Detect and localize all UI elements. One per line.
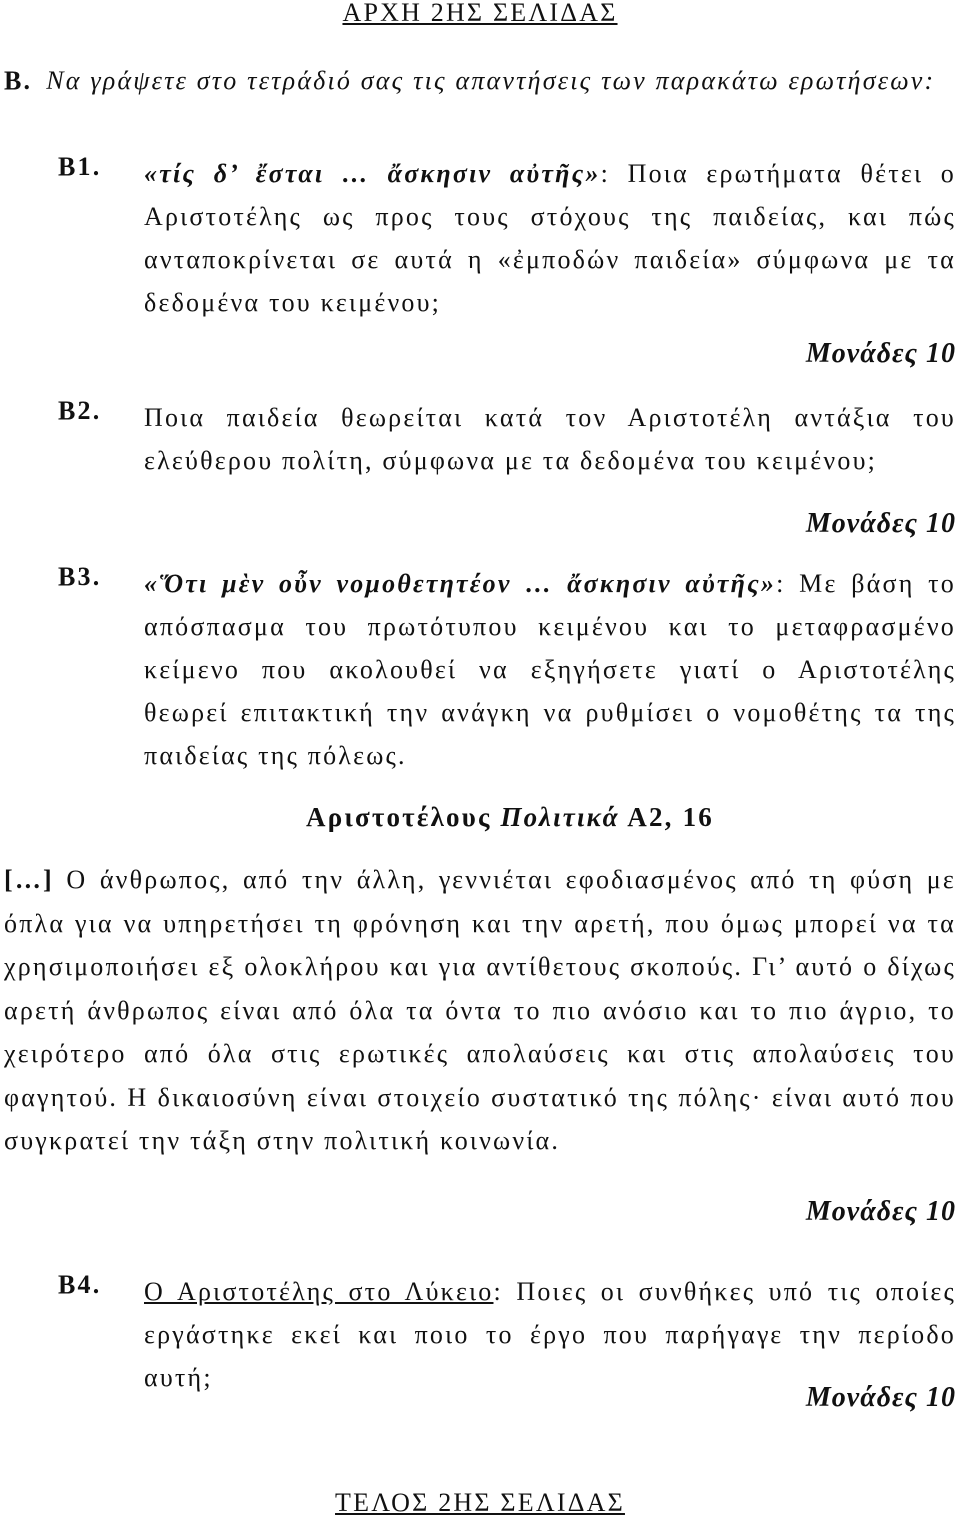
question-text bbox=[144, 152, 956, 324]
units-b2: Μονάδες 10 bbox=[805, 508, 956, 539]
translated-passage bbox=[4, 858, 956, 1163]
section-letter: Β. bbox=[4, 66, 33, 95]
page-header: ΑΡΧΗ 2ΗΣ ΣΕΛΙΔΑΣ bbox=[342, 0, 618, 27]
question-body: : Ποιες οι συνθήκες υπό τις οποίες εργάστηκε εκεί και ποιο το έργο που παρήγαγε την περίοδο αυτή; bbox=[144, 1277, 957, 1392]
question-quote: «τίς δ’ ἔσται … ἄσκησιν αὐτῆς» bbox=[144, 159, 601, 188]
section-instruction bbox=[4, 56, 954, 106]
source-work: Πολιτικά bbox=[500, 802, 620, 832]
question-text bbox=[144, 562, 956, 777]
question-body: Ποια παιδεία θεωρείται κατά τον Αριστοτέλη αντάξια του ελεύθερου πολίτη, σύμφωνα με τα δεδομένα του κειμένου; bbox=[144, 403, 956, 475]
source-author: Αριστοτέλους bbox=[306, 802, 492, 832]
question-b3 bbox=[58, 562, 956, 777]
question-body: : Με βάση το απόσπασμα του πρωτότυπου κειμένου και το μεταφρασμένο κείμενο που ακολουθεί να εξηγήσετε γιατί ο Αριστοτέλης θεωρεί επιτακτική την ανάγκη να ρυθμίσει ο νομοθέτης τα της παιδείας της πόλεως. bbox=[144, 569, 956, 770]
passage-ellipsis: […] bbox=[4, 865, 54, 894]
page-footer: ΤΕΛΟΣ 2ΗΣ ΣΕΛΙΔΑΣ bbox=[335, 1488, 625, 1517]
question-b1 bbox=[58, 152, 956, 324]
instruction-text: Να γράψετε στο τετράδιό σας τις απαντήσεις των παρακάτω ερωτήσεων: bbox=[46, 66, 936, 95]
question-body: : Ποια ερωτήματα θέτει ο Αριστοτέλης ως προς τους στόχους της παιδείας, και πώς ανταποκρίνεται σε αυτά η «ἐμποδών παιδεία» σύμφωνα με τα δεδομένα του κειμένου; bbox=[144, 159, 956, 317]
passage-text: Ο άνθρωπος, από την άλλη, γεννιέται εφοδιασμένος από τη φύση με όπλα για να υπηρετήσει τη φρόνηση και την αρετή, που όμως μπορεί να τα χρησιμοποιήσει εξ ολοκλήρου και για αντίθετους σκοπούς. Γι’ αυτό ο δίχως αρετή άνθρωπος είναι από όλα τα όντα το πιο ανόσιο και το πιο άγριο, το χειρότερο από όλα στις ερωτικές απολαύσεις και στις απολαύσεις του φαγητού. Η δικαιοσύνη είναι στοιχείο συστατικό της πόλης· είναι αυτό που συγκρατεί την τάξη στην πολιτική κοινωνία. bbox=[4, 865, 956, 1155]
question-b2 bbox=[58, 396, 956, 482]
question-number: Β1. bbox=[58, 152, 102, 181]
question-text bbox=[144, 1270, 956, 1399]
source-ref: Α2, 16 bbox=[627, 802, 714, 832]
units-b1: Μονάδες 10 bbox=[805, 338, 956, 369]
units-b4: Μονάδες 10 bbox=[805, 1382, 956, 1413]
question-number: Β4. bbox=[58, 1270, 102, 1299]
units-b3: Μονάδες 10 bbox=[805, 1196, 956, 1227]
question-number: Β2. bbox=[58, 396, 102, 425]
question-b4 bbox=[58, 1270, 956, 1399]
topic-heading: Ο Αριστοτέλης στο Λύκειο bbox=[144, 1277, 494, 1306]
source-citation bbox=[0, 802, 960, 833]
question-quote: «Ὅτι μὲν οὖν νομοθετητέον … ἄσκησιν αὐτῆς» bbox=[144, 569, 777, 598]
question-number: Β3. bbox=[58, 562, 102, 591]
